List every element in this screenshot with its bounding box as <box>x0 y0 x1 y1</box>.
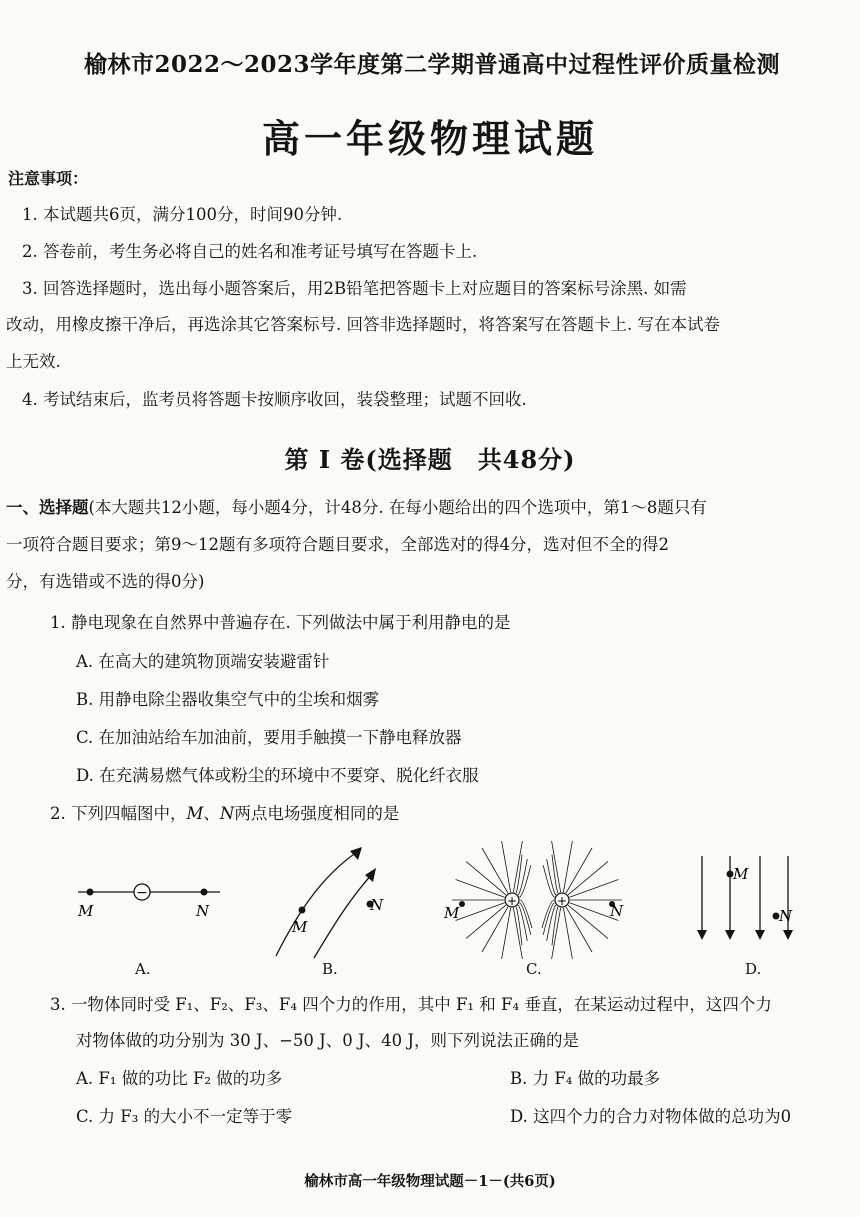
field-lines <box>452 841 622 959</box>
notice-item: 2. 答卷前，考生务必将自己的姓名和准考证号填写在答题卡上. <box>22 242 478 261</box>
point-m <box>299 907 306 914</box>
minus-sign: − <box>136 885 148 901</box>
notice-heading: 注意事项： <box>8 169 89 188</box>
plus-sign: + <box>506 894 518 908</box>
q2-stem-post: 两点电场强度相同的是 <box>234 804 400 823</box>
page-footer: 榆林市高一年级物理试题－1－(共6页) <box>304 1173 556 1190</box>
q3-stem: 3. 一物体同时受 F₁、F₂、F₃、F₄ 四个力的作用，其中 F₁ 和 F₄ 垂直，在某运动过程中，这四个力 <box>50 995 772 1014</box>
figure-d-label: D. <box>745 960 762 978</box>
part1-line: (本大题共12小题，每小题4分，计48分. 在每小题给出的四个选项中，第1～8题只有 <box>88 498 707 517</box>
q3-option-a: A. F₁ 做的功比 F₂ 做的功多 <box>76 1069 283 1088</box>
point-n <box>201 889 208 896</box>
label-m: M <box>292 918 308 936</box>
field-line <box>466 905 506 939</box>
label-n: N <box>610 902 624 920</box>
field-line <box>466 861 506 895</box>
arrowhead <box>350 847 362 860</box>
point-m-ref: M <box>186 804 204 823</box>
notice-item: 改动，用橡皮擦干净后，再选涂其它答案标号. 回答非选择题时，将答案写在答题卡上. 写在本试卷 <box>6 315 720 334</box>
field-line <box>570 880 619 898</box>
page-title: 高一年级物理试题 <box>261 116 598 161</box>
part1-heading: 一、选择题 <box>6 498 89 517</box>
field-line <box>568 905 608 939</box>
figure-a <box>70 850 230 940</box>
label-m: M <box>78 902 94 920</box>
point-n-ref: N <box>219 804 235 823</box>
notice-item: 1. 本试题共6页，满分100分，时间90分钟. <box>22 205 343 224</box>
notice-item: 4. 考试结束后，监考员将答题卡按顺序收回，装袋整理；试题不回收. <box>22 390 527 409</box>
label-n: N <box>196 902 210 920</box>
part1-line: 一项符合题目要求；第9～12题有多项符合题目要求，全部选对的得4分，选对但不全的得2 <box>6 535 669 554</box>
part1-line: 分，有选错或不选的得0分) <box>6 572 205 591</box>
q1-stem: 1. 静电现象在自然界中普遍存在. 下列做法中属于利用静电的是 <box>50 613 511 632</box>
field-line <box>456 880 505 898</box>
figure-d <box>690 850 820 950</box>
notice-item: 上无效. <box>6 352 61 371</box>
field-line <box>276 850 360 956</box>
q2-stem <box>50 804 399 824</box>
q3-option-c: C. 力 F₃ 的大小不一定等于零 <box>76 1107 293 1126</box>
q3-stem-cont: 对物体做的功分别为 30 J、−50 J、0 J、40 J，则下列说法正确的是 <box>76 1031 579 1050</box>
section-title: 第 Ⅰ 卷(选择题 共48分) <box>284 445 576 474</box>
q1-option-c: C. 在加油站给车加油前，要用手触摸一下静电释放器 <box>76 728 462 747</box>
figure-b <box>270 838 400 960</box>
q3-option-b: B. 力 F₄ 做的功最多 <box>510 1069 661 1088</box>
q1-option-d: D. 在充满易燃气体或粉尘的环境中不要穿、脱化纤衣服 <box>76 766 479 785</box>
point-m <box>87 889 94 896</box>
field-line <box>314 872 374 958</box>
label-n: N <box>779 907 793 925</box>
q1-option-b: B. 用静电除尘器收集空气中的尘埃和烟雾 <box>76 690 380 709</box>
q1-option-a: A. 在高大的建筑物顶端安装避雷针 <box>76 652 330 671</box>
q2-sep: 、 <box>203 804 220 823</box>
exam-header: 榆林市2022～2023学年度第二学期普通高中过程性评价质量检测 <box>83 51 781 78</box>
figure-a-label: A. <box>135 960 151 978</box>
plus-sign: + <box>556 894 568 908</box>
arrowheads <box>697 930 793 940</box>
label-m: M <box>733 865 749 883</box>
figure-b-label: B. <box>322 960 338 978</box>
label-m: M <box>444 904 460 922</box>
figure-c <box>440 838 630 962</box>
label-n: N <box>370 896 384 914</box>
figure-c-label: C. <box>526 960 542 978</box>
part1-intro <box>6 498 707 518</box>
point-m <box>459 901 465 907</box>
q2-stem-pre: 2. 下列四幅图中， <box>50 804 187 823</box>
q3-option-d: D. 这四个力的合力对物体做的总功为0 <box>510 1107 792 1126</box>
notice-item: 3. 回答选择题时，选出每小题答案后，用2B铅笔把答题卡上对应题目的答案标号涂黑. 如需 <box>22 279 687 298</box>
field-line <box>568 861 608 895</box>
